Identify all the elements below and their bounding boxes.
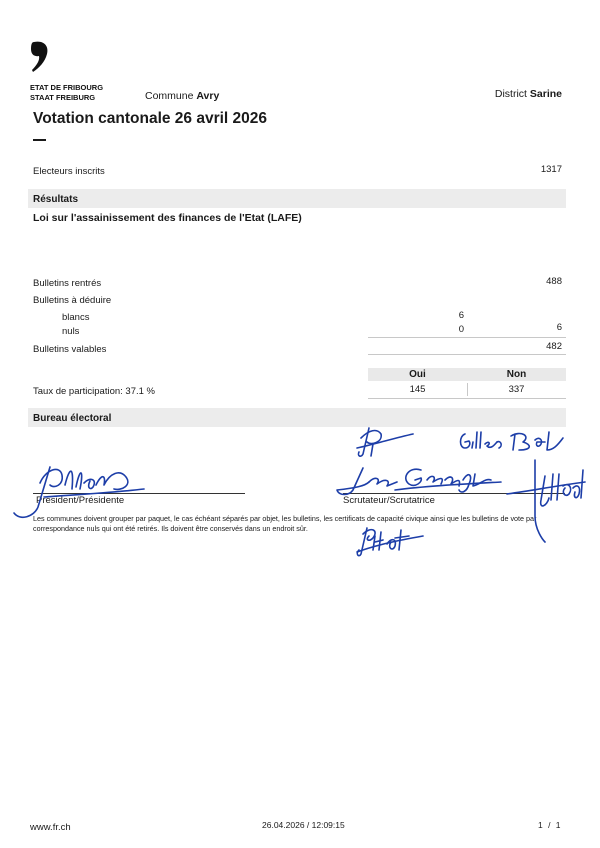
a-deduire-label: Bulletins à déduire (33, 295, 112, 306)
commune-value: Avry (196, 90, 220, 102)
total-rule (368, 337, 566, 338)
scrutateur-signature-3 (335, 460, 505, 500)
electeurs-label: Electeurs inscrits (33, 166, 105, 177)
non-value: 337 (508, 384, 525, 395)
blancs-label: blancs (62, 312, 90, 323)
blancs-value: 6 (458, 310, 464, 321)
rentres-value: 488 (546, 276, 562, 287)
scrutateur-signature-5 (355, 524, 425, 558)
commune (145, 90, 219, 102)
deduire-total-value: 6 (556, 322, 562, 333)
resultats-band (28, 189, 566, 208)
president-signature (10, 455, 150, 525)
scrutateur-signature-4 (505, 456, 587, 546)
commune-label: Commune (145, 90, 194, 102)
footer-page-number: 1 / 1 (538, 820, 561, 830)
valables-value: 482 (546, 341, 562, 352)
scrutateur-signature-2 (457, 428, 567, 456)
electeurs-value: 1317 (540, 164, 562, 175)
votes-rule (368, 398, 566, 399)
scrutateur-label: Scrutateur/Scrutatrice (343, 495, 435, 506)
president-label: Président/Présidente (36, 495, 125, 506)
district-value: Sarine (529, 88, 562, 100)
oui-header: Oui (409, 369, 426, 380)
valables-label: Bulletins valables (33, 344, 107, 355)
scrutateur-signature-1 (355, 424, 415, 460)
footer-website[interactable]: www.fr.ch (30, 822, 71, 833)
district (495, 88, 562, 100)
nuls-value: 0 (458, 324, 464, 335)
canton-logo-icon (30, 40, 50, 74)
district-label: District (494, 88, 527, 100)
law-title: Loi sur l'assainissement des finances de l'Etat (LAFE) (33, 212, 302, 224)
non-header: Non (506, 369, 527, 380)
nuls-label: nuls (62, 326, 80, 337)
resultats-heading: Résultats (33, 194, 79, 205)
notice-text: Les communes doivent grouper par paquet, le cas échéant séparés par objet, les bulletins, les certificats de capacité civique ainsi que les bulletins de vote par correspondance nuls qui ont été retirés. Ils doivent être conservés dans un endroit sûr. (33, 514, 537, 533)
canton-name-fr: ETAT DE FRIBOURG (30, 83, 104, 92)
canton-name (30, 83, 103, 103)
title-underline (33, 139, 46, 141)
participation-rate: Taux de participation: 37.1 % (33, 386, 155, 397)
rentres-label: Bulletins rentrés (33, 278, 102, 289)
canton-name-de: STAAT FREIBURG (30, 93, 96, 102)
footer-timestamp: 26.04.2026 / 12:09:15 (262, 820, 345, 830)
page-title: Votation cantonale 26 avril 2026 (33, 110, 268, 127)
valables-rule (368, 354, 566, 355)
oui-value: 145 (409, 384, 426, 395)
votes-header (368, 368, 566, 381)
bureau-heading: Bureau électoral (33, 413, 112, 424)
